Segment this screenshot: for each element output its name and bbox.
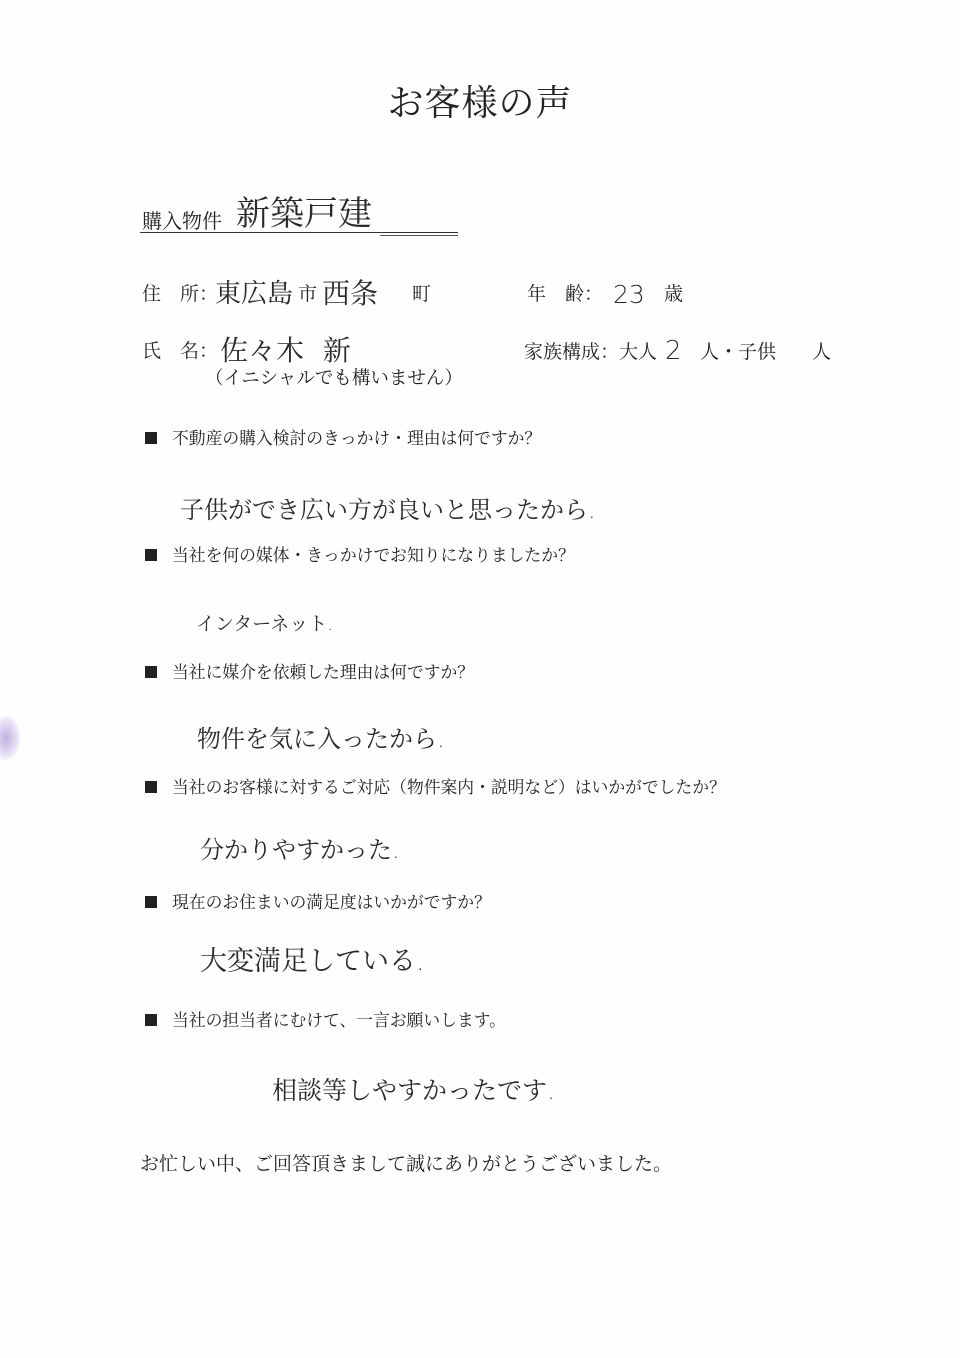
answer-text: 分かりやすかった. — [200, 836, 400, 864]
name-value: 佐々木 新 — [220, 334, 351, 367]
property-value: 新築戸建 — [236, 194, 372, 234]
question-5 — [145, 894, 491, 911]
question-4 — [145, 779, 726, 796]
square-bullet-icon — [145, 549, 157, 561]
age-label: 年 齢： — [527, 283, 604, 305]
question-text: 当社の担当者にむけて、一言お願いします。 — [172, 1010, 506, 1030]
square-bullet-icon — [145, 781, 157, 793]
square-bullet-icon — [145, 896, 157, 908]
address-label: 住 所： — [142, 283, 219, 305]
property-underline-double — [380, 235, 458, 236]
address-city: 東広島 — [215, 279, 294, 309]
address-city-suffix: 市 — [298, 283, 318, 305]
family-label: 家族構成： — [524, 341, 620, 363]
property-label: 購入物件 — [142, 209, 222, 233]
answer-text: 相談等しやすかったです. — [272, 1076, 555, 1105]
name-label: 氏 名： — [142, 340, 219, 362]
question-6 — [145, 1012, 506, 1029]
answer-text: インターネット. — [196, 613, 334, 635]
property-underline — [140, 232, 458, 233]
question-text: 当社を何の媒体・きっかけでお知りになりましたか？ — [172, 545, 575, 565]
answer-text: 大変満足している. — [200, 946, 425, 977]
answer-text: 物件を気に入ったから. — [197, 725, 445, 753]
question-text: 現在のお住まいの満足度はいかがですか？ — [172, 892, 491, 912]
question-1 — [145, 430, 541, 447]
address-town-suffix: 町 — [412, 283, 432, 305]
age-unit: 歳 — [664, 283, 684, 305]
address-town: 西条 — [322, 277, 379, 310]
question-text: 当社に媒介を依頼した理由は何ですか？ — [172, 662, 475, 682]
square-bullet-icon — [145, 1014, 157, 1026]
question-3 — [145, 664, 474, 681]
family-adults-prefix: 大人 — [619, 341, 658, 363]
square-bullet-icon — [145, 666, 157, 678]
answer-text: 子供ができ広い方が良いと思ったから. — [180, 496, 596, 524]
age-value: 23 — [613, 280, 645, 309]
page-title: お客様の声 — [387, 83, 573, 124]
question-text: 当社のお客様に対するご対応（物件案内・説明など）はいかがでしたか？ — [172, 777, 726, 797]
closing-message: お忙しい中、ご回答頂きまして誠にありがとうございました。 — [140, 1153, 673, 1175]
family-adults-count: 2 — [665, 336, 682, 366]
question-text: 不動産の購入検討のきっかけ・理由は何ですか？ — [172, 428, 542, 448]
family-children-unit: 人 — [812, 341, 832, 363]
family-adults-unit: 人・子供 — [700, 341, 777, 363]
name-note: （イニシャルでも構いません） — [205, 368, 463, 389]
square-bullet-icon — [145, 432, 157, 444]
scan-stain — [0, 716, 20, 760]
question-2 — [145, 547, 575, 564]
